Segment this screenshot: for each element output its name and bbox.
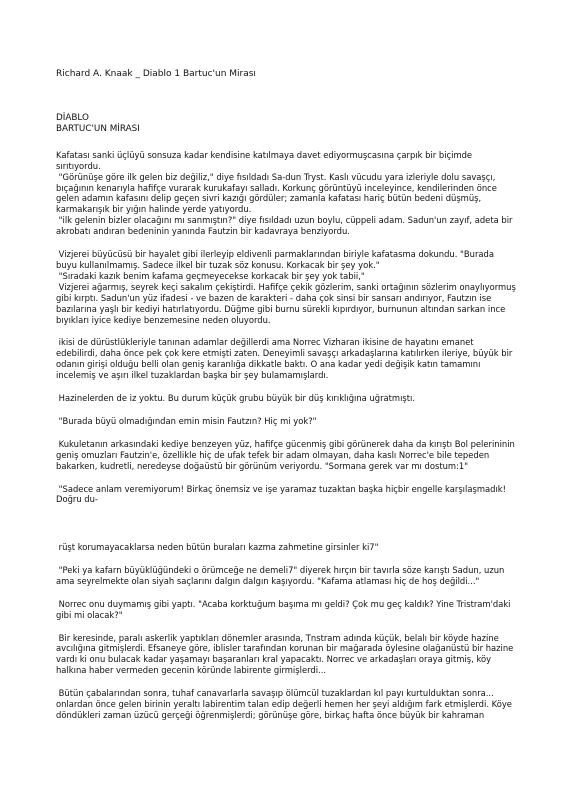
book-title: DİABLO	[56, 113, 89, 123]
paragraph: "Peki ya kafarn büyüklüğündeki o örümceğe ne demeli7" diyerek hırçın bir tavırla söze karıştı Sadun, uzun ama seyrelmekte olan siyah saçlarını dalgın dalgın kaşıyordu. "Kafama atlaması hiç de hoş değildi..."	[56, 564, 508, 586]
paragraph: Hazinelerden de iz yoktu. Bu durum küçük grubu büyük bir düş kırıklığına uğratmıştı.	[56, 393, 416, 404]
paragraph: Bir keresinde, paralı askerlik yaptıkları dönemler arasında, Tnstram adında küçük, belalı bir köyde hazine avcılığına gitmişlerdi. Efsaneye göre, iblisler tarafından korunan bir mağarada öylesine olağanüstü bir hazine vardı ki onu bulacak kadar yaşamayı başaranları kral yapacaktı. Norrec ve arkadaşları oraya gitmiş, köy halkına haber vermeden gecenin köründe labirente girmişlerdi...	[56, 632, 517, 676]
paragraph: "Görünüşe göre ilk gelen biz değiliz," diye fısıldadı Sa-dun Tryst. Kaslı vücudu yara izleriyle dolu savaşçı, bıçağının kenarıyla hafifçe vurarak kurukafayı salladı. Korkunç görüntüyü inceleyince, kendilerinden önce gelen adamın kafasını delip geçen sivri kazığı gördüler; zamanla kafatası hariç bütün bedeni düşmüş, karmakarışık bir yığın halinde yerde yatıyordu.	[56, 171, 500, 215]
paragraph: Bütün çabalarından sonra, tuhaf canavarlarla savaşıp ölümcül tuzaklardan kıl payı kurtulduktan sonra... onlardan önce gelen birinin yeraltı labirentim talan edip değerli hemen her şeyi aldığım fark etmişlerdi. Köye döndükleri zaman üzücü gerçeği öğrenmişlerdi; görünüşe göre, birkaç hafta önce büyük bir kahraman	[56, 688, 515, 720]
book-subtitle: BARTUC'UN MİRASI	[56, 124, 140, 135]
paragraph: rüşt korumayacaklarsa neden bütün buraları kazma zahmetine girsinler ki7"	[56, 542, 379, 552]
text-block-top	[56, 113, 519, 505]
paragraph: ikisi de dürüstlükleriyle tanınan adamlar değillerdi ama Norrec Vizharan ikisine de hayatını emanet edebilirdi, daha önce pek çok kere etmişti zaten. Deneyimli savaşçı arkadaşlarına katılırken ileriye, büyük bir odanın girişi olduğu belli olan geniş karanlığa dikkatle baktı. O ana kadar yedi değişik katın tamamını incelemiş ve aşırı ilkel tuzaklardan başka bir şey bulamamışlardı.	[56, 337, 516, 381]
paragraph: "Burada büyü olmadığından emin misin Fautzın? Hiç mi yok?"	[56, 415, 317, 426]
text-block-bottom	[56, 542, 516, 721]
page-header: Richard A. Knaak _ Diablo 1 Bartuc'un Mirası	[56, 69, 256, 79]
paragraph: "Sıradaki kazık benim kafama geçmeyecekse korkacak bir şey yok tabii,"	[56, 270, 365, 281]
paragraph: "Sadece anlam veremiyorum! Birkaç önemsiz ve işe yaramaz tuzaktan başka hiçbir engelle karşılaşmadık! Doğru du-	[56, 483, 509, 505]
paragraph: Vizjerei büyücüsü bir hayalet gibi ilerleyip eldivenli parmaklarından biriyle kafatasma dokundu. "Burada buyu kullanılmamış. Sadece ilkel bir tuzak söz konusu. Korkacak bir şey yok."	[56, 249, 497, 270]
paragraph: Vizjerei ağarmış, seyrek keçi sakalım çekiştirdi. Hafifçe çekik gözlerim, sanki ortağının sözlerim onaylıyormuş gibi kırptı. Sadun'un yüz ifadesi - ve bazen de karakteri - daha çok sinsi bir sansarı andırıyor, Fautzın ise bazılarına yaşlı bir kediyi hatırlatıyordu. Düğme gibi burnu sürekli kıpırdıyor, burnunun altından sarkan ince bıyıkları iyice kediye benzemesine neden oluyordu.	[56, 281, 519, 325]
paragraph: "ilk gelenin bizler olacağını mı sanmıştın?" diye fısıldadı uzun boylu, cüppeli adam. Sadun'un zayıf, adeta bir akrobatı andıran bedeninin yanında Fautzin bir kadavraya benziyordu.	[56, 215, 516, 237]
paragraph: Kukuletanın arkasındaki kediye benzeyen yüz, hafifçe gücenmiş gibi görünerek daha da kırıştı Bol pelerininin geniş omuzları Fautzin'e, özellikle hiç de ufak tefek bir adam olmayan, daha kaslı Norrec'e bile tepeden bakarken, kudretli, neredeyse doğaüstü bir görünüm veriyordu. "Sormana gerek var mı dostum:1"	[56, 438, 518, 471]
paragraph: Kafatası sanki üçlüyü sonsuza kadar kendisine katılmaya davet ediyormuşcasına çarpık bir biçimde sırıtıyordu.	[56, 149, 475, 171]
paragraph: Norrec onu duymamış gibi yaptı. "Acaba korktuğum başıma mı geldi? Çok mu geç kaldık? Yine Tristram'daki gibi mi olacak?"	[56, 598, 514, 620]
